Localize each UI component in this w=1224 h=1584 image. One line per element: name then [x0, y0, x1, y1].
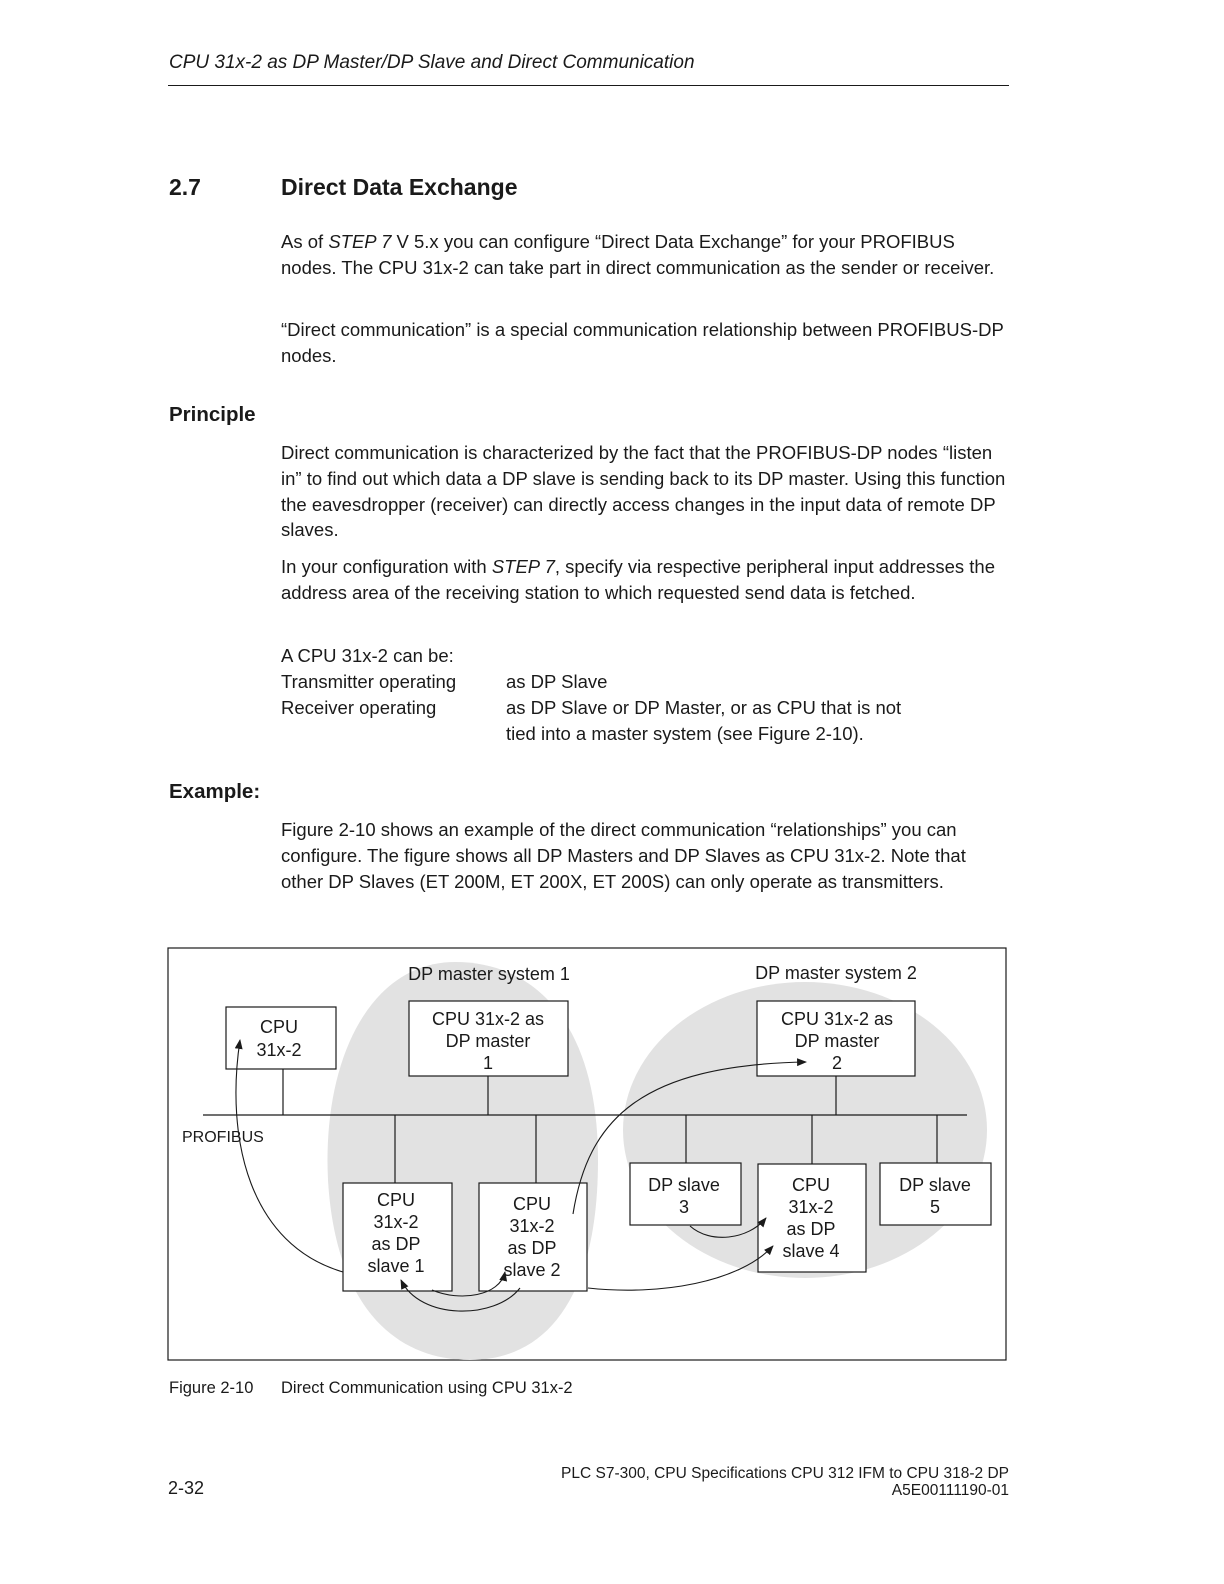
footer-doc-title: PLC S7-300, CPU Specifications CPU 312 IFM to CPU 318-2 DP [561, 1465, 1009, 1482]
intro-paragraph-2: “Direct communication” is a special communication relationship between PROFIBUS-DP nodes. [281, 319, 1004, 366]
slave-1-line3: as DP [371, 1234, 421, 1254]
example-paragraph: Figure 2-10 shows an example of the direct communication “relationships” you can configure. The figure shows all DP Masters and DP Slaves as CPU 31x-2. Note that other DP Slaves (ET 200M, ET 200X, ET 200S) can only operate as transmitters. [281, 819, 966, 892]
principle-heading: Principle [169, 403, 256, 426]
slave-4-line4: slave 4 [782, 1241, 840, 1261]
section-number: 2.7 [169, 174, 201, 200]
receiver-label: Receiver operating [281, 697, 437, 718]
principle-paragraph-1: Direct communication is characterized by the fact that the PROFIBUS-DP nodes “listen in” to find out which data a DP slave is sending back to its DP master. Using this function the eavesdropper (receiver) can directly access changes in the input data of remote DP slaves. [281, 442, 1006, 541]
receiver-value-line2: tied into a master system (see Figure 2-10). [506, 723, 864, 744]
principle-p2-post: , specify via respective peripheral input addresses the address area of the receiving station to which requested send data is fetched. [281, 556, 995, 603]
running-header: CPU 31x-2 as DP Master/DP Slave and Direct Communication [169, 52, 695, 73]
slave-5-line2: 5 [929, 1197, 941, 1217]
slave-2-line4: slave 2 [503, 1260, 561, 1280]
slave-4-line1: CPU [791, 1175, 831, 1195]
footer-doc-number: A5E00111190-01 [891, 1482, 1009, 1499]
slave-3-line2: 3 [678, 1197, 690, 1217]
intro-p1-pre: As of [281, 231, 329, 252]
arrow-slave1-to-cpu [236, 1040, 343, 1272]
slave-4-line3: as DP [786, 1219, 836, 1239]
step7-name: STEP 7 [491, 556, 555, 577]
system-2-label: DP master system 2 [755, 963, 917, 983]
principle-p2-pre: In your configuration with [281, 556, 492, 577]
master-2-line2: DP master [794, 1031, 880, 1051]
slave-1-line2: 31x-2 [373, 1212, 419, 1232]
slave-1-line1: CPU [376, 1190, 416, 1210]
profibus-label: PROFIBUS [182, 1129, 264, 1146]
transmitter-value: as DP Slave [506, 671, 608, 692]
cpu-standalone-line1: CPU [259, 1017, 299, 1037]
slave-2-line2: 31x-2 [509, 1216, 555, 1236]
example-heading: Example: [169, 780, 261, 803]
master-2-line1: CPU 31x-2 as [780, 1009, 894, 1029]
intro-p1-post: V 5.x you can configure “Direct Data Exchange” for your PROFIBUS nodes. The CPU 31x-2 can take part in direct communication as the sender or receiver. [281, 231, 995, 278]
slave-2-line3: as DP [507, 1238, 557, 1258]
figure-caption-text: Direct Communication using CPU 31x-2 [281, 1379, 573, 1397]
slave-1-line4: slave 1 [367, 1256, 425, 1276]
master-2-line3: 2 [831, 1053, 843, 1073]
slave-4-line2: 31x-2 [788, 1197, 834, 1217]
slave-2-line1: CPU [512, 1194, 552, 1214]
slave-5-line1: DP slave [899, 1175, 971, 1195]
step7-name: STEP 7 [328, 231, 392, 252]
slave-3-line1: DP slave [648, 1175, 720, 1195]
master-1-line1: CPU 31x-2 as [431, 1009, 545, 1029]
transmitter-label: Transmitter operating [281, 671, 457, 692]
figure-caption-label: Figure 2-10 [169, 1379, 254, 1397]
master-1-line3: 1 [482, 1053, 494, 1073]
receiver-value-line1: as DP Slave or DP Master, or as CPU that is not [506, 697, 902, 718]
master-1-line2: DP master [445, 1031, 531, 1051]
system-1-label: DP master system 1 [408, 964, 570, 984]
page-number: 2-32 [168, 1478, 205, 1498]
can-be-line: A CPU 31x-2 can be: [281, 645, 454, 666]
cpu-standalone-line2: 31x-2 [256, 1040, 302, 1060]
section-title: Direct Data Exchange [281, 174, 518, 200]
